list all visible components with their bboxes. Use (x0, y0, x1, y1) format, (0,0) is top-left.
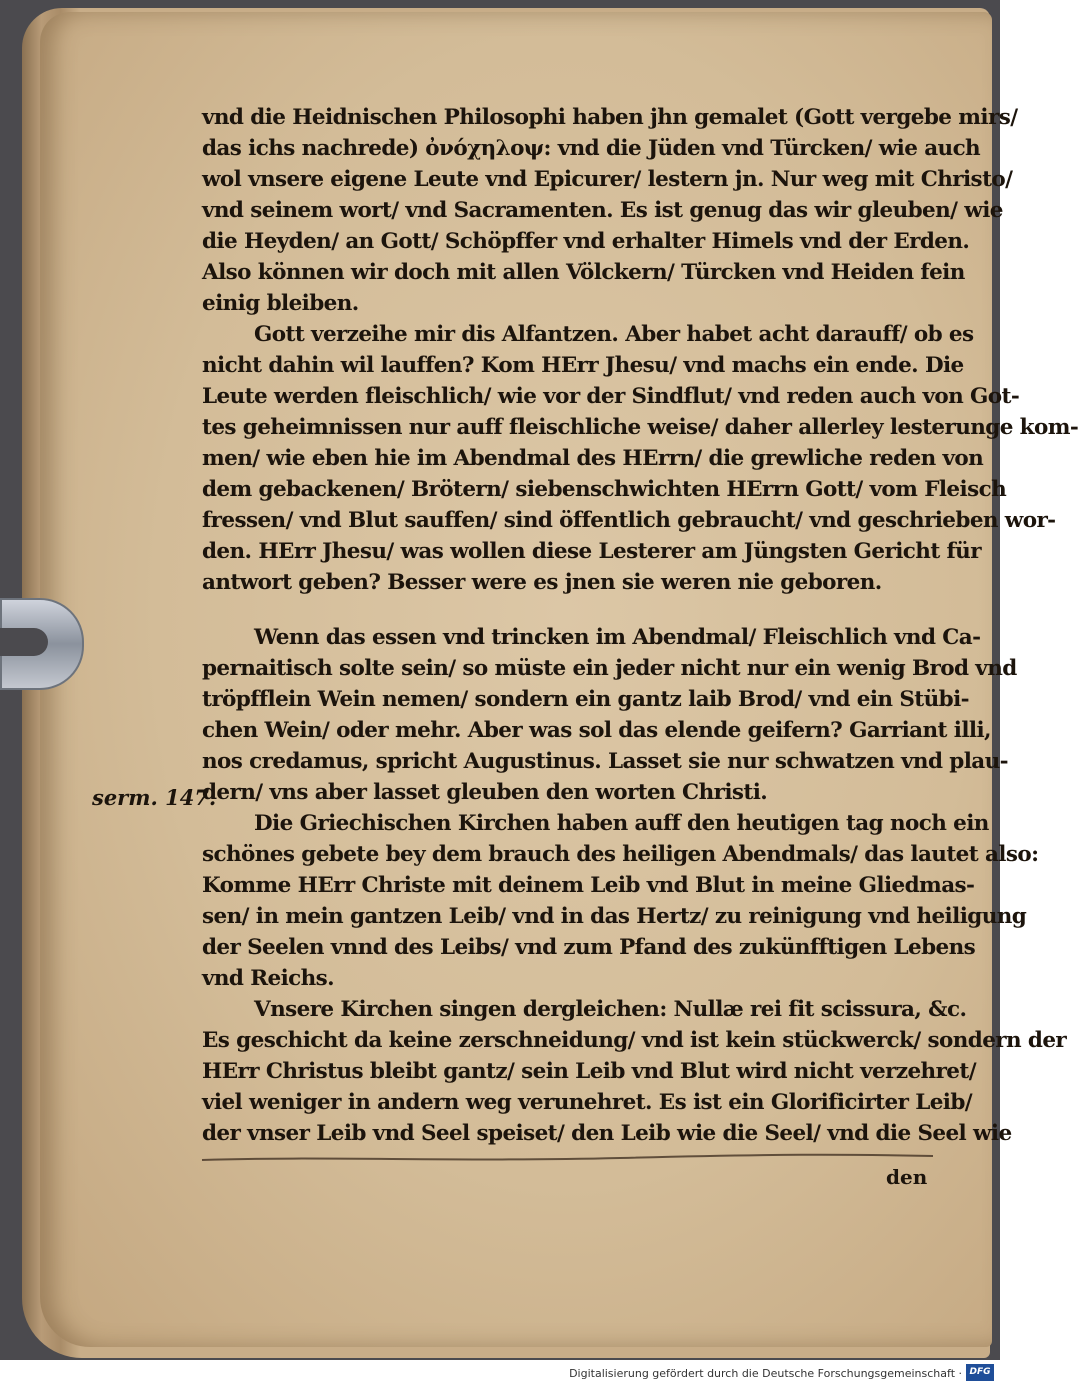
text-line: sen/ in mein gantzen Leib/ vnd in das Hertz/ zu reinigung vnd heiligung (202, 904, 1027, 929)
text-line: einig bleiben. (202, 291, 359, 316)
text-line: fressen/ vnd Blut sauffen/ sind öffentlich gebraucht/ vnd geschrieben wor- (202, 508, 1056, 533)
text-line: Wenn das essen vnd trincken im Abendmal/ Fleischlich vnd Ca- (254, 625, 981, 650)
text-line: dern/ vns aber lasset gleuben den worten Christi. (202, 780, 768, 805)
text-line: viel weniger in andern weg verunehret. Es ist ein Glorificirter Leib/ (202, 1090, 973, 1115)
margin-note: serm. 147. (92, 785, 217, 810)
text-line: Also können wir doch mit allen Völckern/ Türcken vnd Heiden fein (202, 260, 965, 285)
text-line: Die Griechischen Kirchen haben auff den heutigen tag noch ein (254, 811, 989, 836)
text-line: der vnser Leib vnd Seel speiset/ den Leib wie die Seel/ vnd die Seel wie (202, 1121, 1012, 1146)
text-line: tes geheimnissen nur auff fleischliche weise/ daher allerley lesterunge kom- (202, 415, 1078, 440)
text-line: chen Wein/ oder mehr. Aber was sol das elende geifern? Garriant illi, (202, 718, 991, 743)
text-line: Vnsere Kirchen singen dergleichen: Nullæ rei fit scissura, &c. (254, 997, 967, 1022)
text-line: dem gebackenen/ Brötern/ siebenschwichten HErrn Gott/ vom Fleisch (202, 477, 1007, 502)
text-line: nicht dahin wil lauffen? Kom HErr Jhesu/ vnd machs ein ende. Die (202, 353, 964, 378)
text-line: Leute werden fleischlich/ wie vor der Sindflut/ vnd reden auch von Got- (202, 384, 1020, 409)
text-line: schönes gebete bey dem brauch des heiligen Abendmals/ das lautet also: (202, 842, 1039, 867)
text-line: Gott verzeihe mir dis Alfantzen. Aber habet acht darauff/ ob es (254, 322, 974, 347)
text-line: tröpfflein Wein nemen/ sondern ein gantz laib Brod/ vnd ein Stübi- (202, 687, 969, 712)
text-line: men/ wie eben hie im Abendmal des HErrn/ die grewliche reden von (202, 446, 984, 471)
footer-bar (0, 1360, 1000, 1388)
text-line: den. HErr Jhesu/ was wollen diese Lesterer am Jüngsten Gericht für (202, 539, 981, 564)
handwritten-underline (200, 1150, 935, 1166)
page-body-text (202, 102, 1078, 1149)
page-clip-hole (0, 628, 48, 656)
text-line: die Heyden/ an Gott/ Schöpffer vnd erhalter Himels vnd der Erden. (202, 229, 970, 254)
dfg-logo-icon: DFG (966, 1364, 994, 1381)
text-line: antwort geben? Besser were es jnen sie weren nie geboren. (202, 570, 882, 595)
text-line: wol vnsere eigene Leute vnd Epicurer/ lestern jn. Nur weg mit Christo/ (202, 167, 1013, 192)
text-line: der Seelen vnnd des Leibs/ vnd zum Pfand des zukünfftigen Lebens (202, 935, 976, 960)
text-line: vnd seinem wort/ vnd Sacramenten. Es ist genug das wir gleuben/ wie (202, 198, 1003, 223)
text-line: pernaitisch solte sein/ so müste ein jeder nicht nur ein wenig Brod vnd (202, 656, 1017, 681)
text-line: Komme HErr Christe mit deinem Leib vnd Blut in meine Gliedmas- (202, 873, 975, 898)
paragraph-gap (202, 598, 948, 622)
footer-credit: Digitalisierung gefördert durch die Deutsche Forschungsgemeinschaft · (569, 1367, 962, 1380)
text-line: Es geschicht da keine zerschneidung/ vnd ist kein stückwerck/ sondern der (202, 1028, 1067, 1053)
text-line: vnd die Heidnischen Philosophi haben jhn gemalet (Gott vergebe mirs/ (202, 105, 1018, 130)
text-line: vnd Reichs. (202, 966, 335, 991)
text-line: das ichs nachrede) ὀνόχηλοψ: vnd die Jüden vnd Türcken/ wie auch (202, 136, 981, 161)
text-line: nos credamus, spricht Augustinus. Lasset sie nur schwatzen vnd plau- (202, 749, 1008, 774)
catchword: den (886, 1165, 928, 1189)
text-line: HErr Christus bleibt gantz/ sein Leib vnd Blut wird nicht verzehret/ (202, 1059, 976, 1084)
